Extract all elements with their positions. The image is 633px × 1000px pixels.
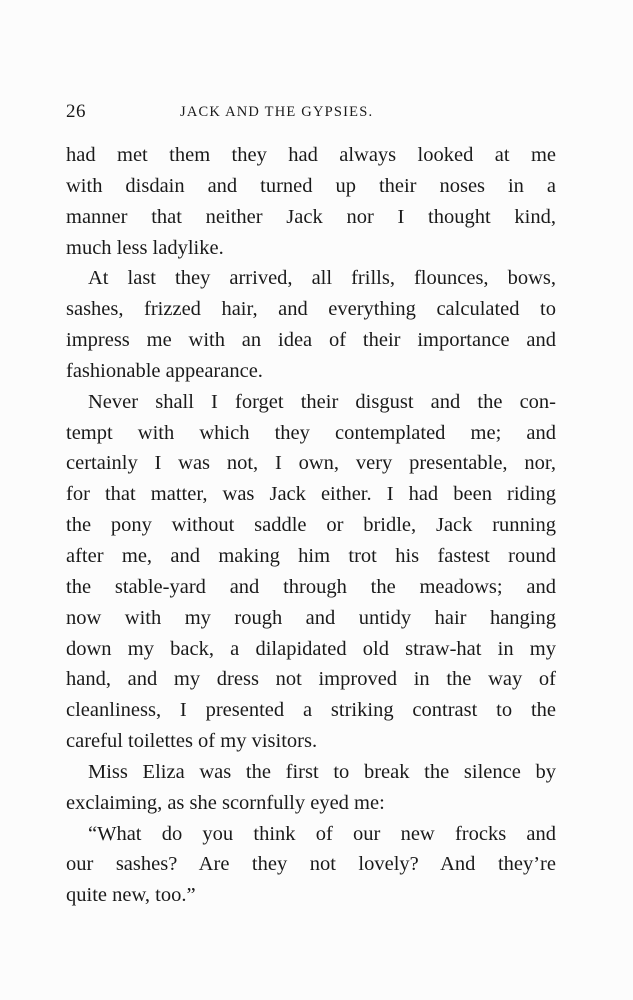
text-line: sashes, frizzed hair, and everything calculated to — [66, 298, 556, 321]
text-line: down my back, a dilapidated old straw-hat in my — [66, 637, 556, 660]
text-line: “What do you think of our new frocks and — [88, 822, 556, 845]
text-line: Never shall I forget their disgust and the con- — [88, 390, 556, 413]
text-line: certainly I was not, I own, very presentable, nor, — [66, 452, 556, 475]
text-line: Miss Eliza was the first to break the silence by — [88, 760, 556, 783]
text-line: tempt with which they contemplated me; and — [66, 421, 556, 444]
text-line: manner that neither Jack nor I thought kind, — [66, 205, 556, 228]
text-line: with disdain and turned up their noses in a — [66, 174, 556, 197]
text-line: the stable-yard and through the meadows; and — [66, 575, 556, 598]
text-line: had met them they had always looked at me — [66, 144, 556, 166]
text-line: impress me with an idea of their importance and — [66, 329, 556, 352]
running-head — [66, 101, 556, 123]
text-line: hand, and my dress not improved in the way of — [66, 668, 556, 691]
text-line: At last they arrived, all frills, flounces, bows, — [88, 267, 556, 290]
text-line: after me, and making him trot his fastest round — [66, 544, 556, 567]
text-line: for that matter, was Jack either. I had been riding — [66, 483, 556, 506]
body-text — [66, 140, 556, 911]
text-line: fashionable appearance. — [66, 359, 263, 382]
page-number: 26 — [66, 101, 86, 122]
text-line: quite new, too.” — [66, 884, 196, 907]
text-line: now with my rough and untidy hair hanging — [66, 606, 556, 629]
text-line: careful toilettes of my visitors. — [66, 730, 318, 753]
running-title: JACK AND THE GYPSIES. — [180, 104, 374, 120]
text-line: cleanliness, I presented a striking contrast to the — [66, 699, 556, 722]
text-line: our sashes? Are they not lovely? And they’re — [66, 853, 556, 876]
text-line: much less ladylike. — [66, 236, 224, 259]
text-line: the pony without saddle or bridle, Jack running — [66, 514, 556, 537]
text-line: exclaiming, as she scornfully eyed me: — [66, 791, 385, 814]
